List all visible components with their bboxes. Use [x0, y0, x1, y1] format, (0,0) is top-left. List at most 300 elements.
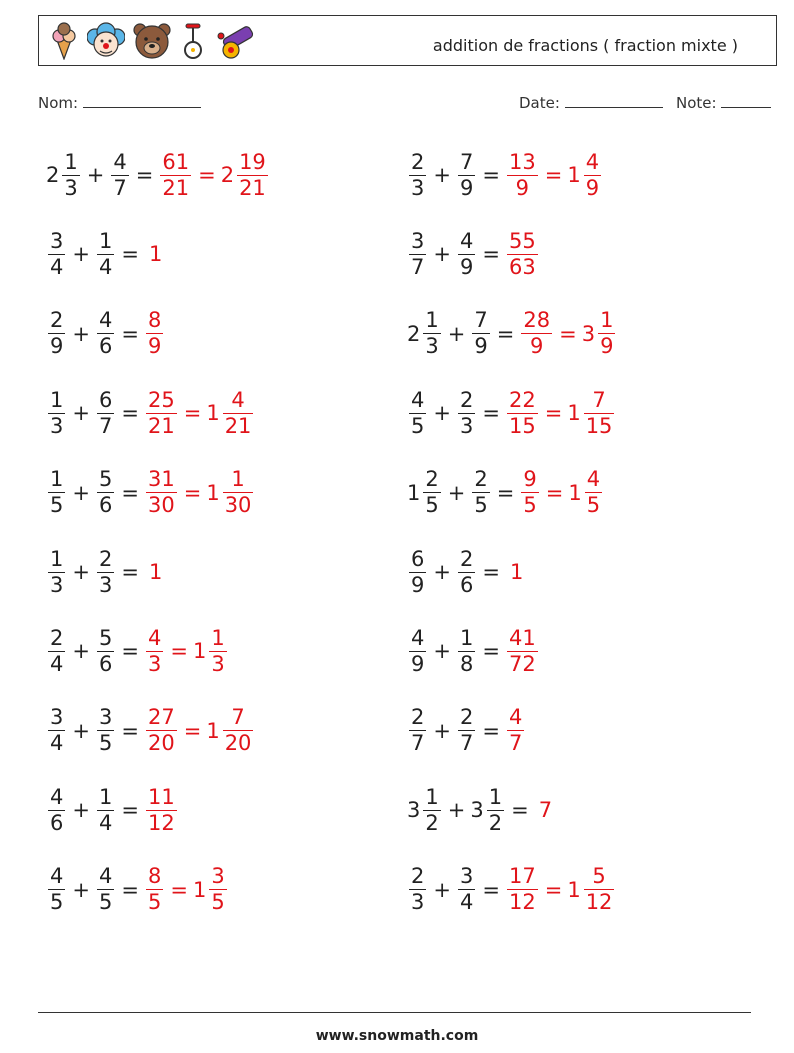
fraction — [507, 707, 524, 754]
fraction — [97, 784, 114, 835]
denominator: 5 — [411, 413, 425, 438]
fraction-term — [407, 707, 428, 754]
numerator: 1 — [425, 784, 439, 809]
answer — [519, 469, 604, 516]
equals-sign: = — [121, 321, 139, 346]
fraction — [223, 707, 254, 754]
fraction-term — [407, 469, 443, 516]
fraction-term — [144, 310, 165, 357]
footer-divider — [38, 1012, 751, 1013]
fraction — [146, 625, 163, 676]
denominator: 9 — [521, 333, 552, 357]
denominator: 9 — [459, 175, 474, 200]
cannon-icon — [215, 22, 257, 60]
numerator: 55 — [508, 228, 536, 253]
answer — [144, 560, 167, 584]
fraction — [458, 866, 475, 913]
equals-sign: = — [135, 163, 154, 187]
fraction — [146, 784, 177, 835]
fraction-term — [407, 546, 428, 597]
header-icons — [49, 21, 257, 61]
equals-sign: = — [496, 480, 515, 505]
numerator: 4 — [508, 705, 523, 730]
fraction-term — [505, 149, 540, 200]
fraction — [97, 469, 114, 516]
plus-sign: + — [433, 718, 451, 743]
fraction — [209, 625, 226, 676]
denominator: 3 — [411, 890, 425, 915]
denominator: 20 — [147, 731, 175, 756]
fraction — [409, 546, 426, 597]
fraction — [48, 546, 65, 597]
denominator: 3 — [64, 175, 78, 200]
numerator: 17 — [508, 864, 536, 889]
equals-sign: = — [121, 877, 139, 902]
problem-item — [46, 861, 229, 919]
fraction-term — [95, 228, 116, 279]
fraction — [458, 546, 475, 597]
denominator: 7 — [459, 731, 474, 756]
problem-item — [407, 622, 540, 680]
denominator: 3 — [50, 572, 64, 597]
denominator: 7 — [508, 731, 523, 756]
denominator: 4 — [459, 890, 474, 915]
numerator: 2 — [425, 467, 439, 492]
fraction-term — [407, 625, 428, 676]
fraction — [458, 707, 475, 754]
numerator: 2 — [411, 864, 425, 889]
problem-item — [46, 622, 229, 680]
numerator: 4 — [411, 625, 425, 650]
fraction-term — [505, 228, 540, 279]
equals-sign: = — [198, 163, 216, 187]
plus-sign: + — [72, 560, 90, 584]
denominator: 3 — [425, 334, 439, 359]
footer-url: www.snowmath.com — [315, 1028, 479, 1044]
fraction-term — [456, 625, 477, 676]
equals-sign: = — [545, 480, 564, 505]
integer-value: 1 — [148, 560, 163, 584]
fraction — [97, 707, 114, 754]
fraction-term — [46, 625, 67, 676]
fraction-term — [144, 387, 179, 438]
denominator: 6 — [98, 651, 113, 676]
numerator: 1 — [600, 308, 614, 333]
fraction — [97, 625, 114, 676]
whole-number: 1 — [568, 480, 582, 505]
plus-sign: + — [433, 163, 451, 187]
fraction-term — [407, 149, 428, 200]
fraction — [458, 228, 475, 279]
fraction-term — [192, 625, 229, 676]
plus-sign: + — [86, 163, 105, 187]
answer — [505, 625, 540, 676]
equals-sign: = — [183, 718, 202, 743]
numerator: 3 — [98, 705, 113, 730]
fraction — [598, 310, 615, 357]
note-field[interactable] — [676, 93, 771, 112]
answer — [144, 310, 165, 357]
answer — [505, 149, 603, 200]
fraction — [48, 707, 65, 754]
note-line[interactable] — [721, 93, 771, 108]
numerator: 8 — [147, 864, 162, 889]
answer — [144, 242, 167, 266]
fraction — [507, 228, 538, 279]
equals-sign: = — [544, 163, 563, 187]
denominator: 4 — [50, 651, 64, 676]
numerator: 5 — [98, 467, 113, 492]
answer — [534, 798, 557, 822]
answer — [144, 387, 255, 438]
numerator: 4 — [411, 387, 425, 412]
numerator: 4 — [98, 864, 113, 889]
fraction — [521, 310, 552, 357]
fraction — [507, 387, 538, 438]
equals-sign: = — [559, 321, 577, 346]
denominator: 4 — [98, 810, 113, 835]
plus-sign: + — [72, 242, 90, 267]
fraction-term — [95, 310, 116, 357]
numerator: 6 — [411, 546, 425, 571]
denominator: 2 — [488, 810, 503, 835]
problem-item — [407, 384, 616, 442]
numerator: 1 — [98, 784, 113, 809]
worksheet-title: addition de fractions ( fraction mixte ) — [432, 36, 738, 55]
numerator: 7 — [231, 705, 245, 730]
numerator: 3 — [459, 864, 474, 889]
fraction — [584, 387, 615, 438]
answer — [505, 560, 528, 584]
equals-sign: = — [121, 639, 139, 664]
equals-sign: = — [482, 877, 500, 902]
denominator: 5 — [523, 493, 537, 518]
fraction — [48, 310, 65, 357]
fraction — [507, 149, 538, 200]
numerator: 2 — [459, 387, 474, 412]
numerator: 27 — [147, 705, 175, 730]
fraction — [472, 469, 489, 516]
plus-sign: + — [433, 877, 451, 902]
date-field[interactable] — [519, 93, 663, 112]
answer — [144, 784, 179, 835]
denominator: 2 — [425, 810, 439, 835]
fraction-term — [456, 866, 477, 913]
equals-sign: = — [170, 639, 188, 664]
denominator: 3 — [50, 413, 64, 438]
plus-sign: + — [72, 639, 90, 664]
problem-item — [407, 305, 617, 363]
fraction — [48, 625, 65, 676]
numerator: 7 — [474, 308, 488, 333]
numerator: 2 — [459, 705, 474, 730]
equals-sign: = — [121, 242, 139, 267]
numerator: 1 — [50, 467, 64, 492]
numerator: 4 — [147, 625, 162, 650]
fraction — [146, 469, 177, 516]
denominator: 3 — [459, 413, 474, 438]
fraction-term — [95, 469, 116, 516]
equals-sign: = — [511, 798, 529, 823]
denominator: 4 — [50, 731, 64, 756]
plus-sign: + — [447, 321, 466, 346]
plus-sign: + — [72, 718, 90, 743]
whole-number: 1 — [407, 480, 421, 505]
fraction-term — [519, 310, 554, 357]
fraction-term — [95, 387, 116, 438]
fraction-term — [505, 866, 540, 913]
equals-sign: = — [482, 560, 500, 584]
denominator: 8 — [459, 651, 474, 676]
denominator: 5 — [98, 890, 113, 915]
equals-sign: = — [482, 242, 500, 267]
problem-item — [46, 464, 255, 522]
denominator: 9 — [50, 334, 64, 359]
denominator: 4 — [50, 254, 64, 279]
fraction — [584, 149, 601, 200]
fraction-term — [95, 546, 116, 597]
date-line[interactable] — [565, 93, 663, 108]
numerator: 41 — [508, 625, 536, 650]
numerator: 4 — [459, 228, 474, 253]
numerator: 2 — [411, 705, 425, 730]
fraction — [48, 866, 65, 913]
fraction-term — [456, 707, 477, 754]
numerator: 6 — [98, 387, 113, 412]
numerator: 1 — [211, 625, 225, 650]
equals-sign: = — [482, 401, 500, 426]
fraction-term — [519, 469, 540, 516]
answer — [505, 387, 616, 438]
denominator: 9 — [411, 651, 425, 676]
fraction — [62, 149, 79, 200]
denominator: 3 — [411, 175, 425, 200]
problem-item — [46, 543, 167, 601]
fraction-term — [46, 784, 67, 835]
fraction — [423, 784, 440, 835]
whole-number: 1 — [192, 639, 207, 664]
answer — [144, 469, 255, 516]
problem-item — [407, 225, 540, 283]
fraction-term — [46, 707, 67, 754]
numerator: 2 — [50, 308, 64, 333]
fraction — [423, 469, 440, 516]
plus-sign: + — [72, 401, 90, 426]
whole-number: 1 — [206, 401, 220, 426]
numerator: 2 — [474, 467, 488, 492]
numerator: 2 — [459, 546, 474, 571]
numerator: 1 — [231, 467, 245, 492]
whole-number: 3 — [470, 798, 484, 823]
fraction-term — [46, 387, 67, 438]
equals-sign: = — [482, 718, 500, 743]
fraction — [160, 149, 191, 200]
denominator: 5 — [98, 731, 113, 756]
whole-number: 3 — [581, 321, 596, 346]
numerator: 3 — [50, 705, 64, 730]
fraction — [48, 784, 65, 835]
answer — [144, 707, 255, 754]
fraction-term — [46, 228, 67, 279]
fraction-term — [206, 387, 255, 438]
unicycle-icon — [179, 22, 207, 60]
fraction-term — [158, 149, 193, 200]
fraction-term — [456, 387, 477, 438]
fraction-term — [407, 387, 428, 438]
equals-sign: = — [183, 480, 202, 505]
denominator: 5 — [425, 493, 439, 518]
worksheet-header — [38, 15, 777, 66]
problem-item — [407, 861, 616, 919]
denominator: 21 — [162, 175, 190, 200]
numerator: 25 — [147, 387, 175, 412]
numerator: 3 — [411, 228, 425, 253]
plus-sign: + — [72, 877, 90, 902]
answer — [144, 866, 229, 913]
name-label: Nom: — [38, 94, 79, 112]
fraction-term — [567, 866, 616, 913]
numerator: 2 — [98, 546, 113, 571]
whole-number: 1 — [192, 877, 207, 902]
denominator: 12 — [508, 890, 536, 915]
fraction-term — [144, 784, 179, 835]
numerator: 7 — [459, 149, 474, 174]
denominator: 21 — [147, 413, 175, 438]
numerator: 4 — [231, 387, 245, 412]
problem-item — [46, 702, 255, 760]
denominator: 9 — [411, 572, 425, 597]
numerator: 19 — [239, 149, 266, 174]
fraction — [48, 228, 65, 279]
numerator: 1 — [64, 149, 78, 174]
problem-item — [46, 781, 179, 839]
denominator: 6 — [50, 810, 64, 835]
whole-number: 1 — [567, 877, 581, 902]
fraction — [111, 149, 128, 200]
whole-number: 3 — [407, 798, 421, 823]
denominator: 30 — [147, 493, 175, 518]
denominator: 7 — [113, 175, 127, 200]
fraction-term — [505, 707, 526, 754]
numerator: 4 — [98, 308, 113, 333]
plus-sign: + — [433, 639, 451, 664]
fraction — [507, 625, 538, 676]
name-line[interactable] — [83, 93, 201, 108]
equals-sign: = — [121, 560, 139, 584]
fraction-term — [95, 866, 116, 913]
fraction-term — [144, 866, 165, 913]
fraction-term — [470, 310, 491, 357]
numerator: 4 — [585, 149, 600, 174]
denominator: 21 — [239, 175, 266, 200]
fraction — [458, 149, 475, 200]
numerator: 7 — [592, 387, 606, 412]
equals-sign: = — [482, 163, 500, 187]
fraction-term — [505, 625, 540, 676]
numerator: 1 — [488, 784, 503, 809]
fraction — [223, 387, 254, 438]
numerator: 9 — [523, 467, 537, 492]
denominator: 5 — [586, 493, 601, 518]
numerator: 5 — [98, 625, 113, 650]
numerator: 4 — [50, 864, 64, 889]
denominator: 3 — [211, 651, 225, 676]
numerator: 1 — [50, 546, 64, 571]
equals-sign: = — [121, 401, 139, 426]
fraction-term — [95, 784, 116, 835]
denominator: 5 — [474, 493, 488, 518]
fraction — [146, 387, 177, 438]
fraction — [409, 387, 426, 438]
numerator: 11 — [147, 784, 175, 809]
denominator: 30 — [224, 493, 252, 518]
numerator: 1 — [98, 228, 113, 253]
denominator: 15 — [585, 413, 613, 438]
denominator: 9 — [585, 175, 600, 200]
fraction — [97, 228, 114, 279]
problem-item — [46, 225, 167, 283]
whole-number: 1 — [567, 163, 581, 187]
fraction — [237, 149, 268, 200]
fraction — [48, 387, 65, 438]
fraction — [97, 546, 114, 597]
fraction — [409, 149, 426, 200]
equals-sign: = — [170, 877, 188, 902]
fraction — [487, 784, 504, 835]
answer — [505, 228, 540, 279]
numerator: 22 — [508, 387, 536, 412]
problem-item — [46, 384, 255, 442]
numerator: 2 — [411, 149, 425, 174]
fraction-term — [206, 707, 255, 754]
problem-item — [407, 702, 526, 760]
numerator: 4 — [50, 784, 64, 809]
fraction-term — [470, 469, 491, 516]
fraction-term — [144, 469, 179, 516]
equals-sign: = — [121, 718, 139, 743]
numerator: 4 — [586, 467, 601, 492]
denominator: 6 — [98, 493, 113, 518]
fraction-term — [567, 387, 616, 438]
fraction-term — [144, 707, 179, 754]
whole-number: 1 — [206, 718, 220, 743]
denominator: 9 — [459, 254, 474, 279]
fraction-term — [46, 546, 67, 597]
answer — [519, 310, 617, 357]
whole-number: 2 — [220, 163, 235, 187]
fraction-term — [206, 469, 255, 516]
numerator: 8 — [147, 308, 162, 333]
answer — [144, 625, 229, 676]
denominator: 12 — [585, 890, 613, 915]
answer — [505, 707, 526, 754]
fraction — [97, 387, 114, 438]
answer — [158, 149, 269, 200]
fraction — [48, 469, 65, 516]
fraction — [223, 469, 254, 516]
problem-item — [407, 464, 604, 522]
denominator: 5 — [211, 890, 225, 915]
fraction-term — [46, 866, 67, 913]
denominator: 63 — [508, 254, 536, 279]
plus-sign: + — [433, 242, 451, 267]
denominator: 21 — [224, 413, 252, 438]
note-label: Note: — [676, 94, 717, 112]
fraction — [409, 625, 426, 676]
numerator: 1 — [425, 308, 439, 333]
fraction-term — [95, 625, 116, 676]
name-field[interactable] — [38, 93, 201, 112]
